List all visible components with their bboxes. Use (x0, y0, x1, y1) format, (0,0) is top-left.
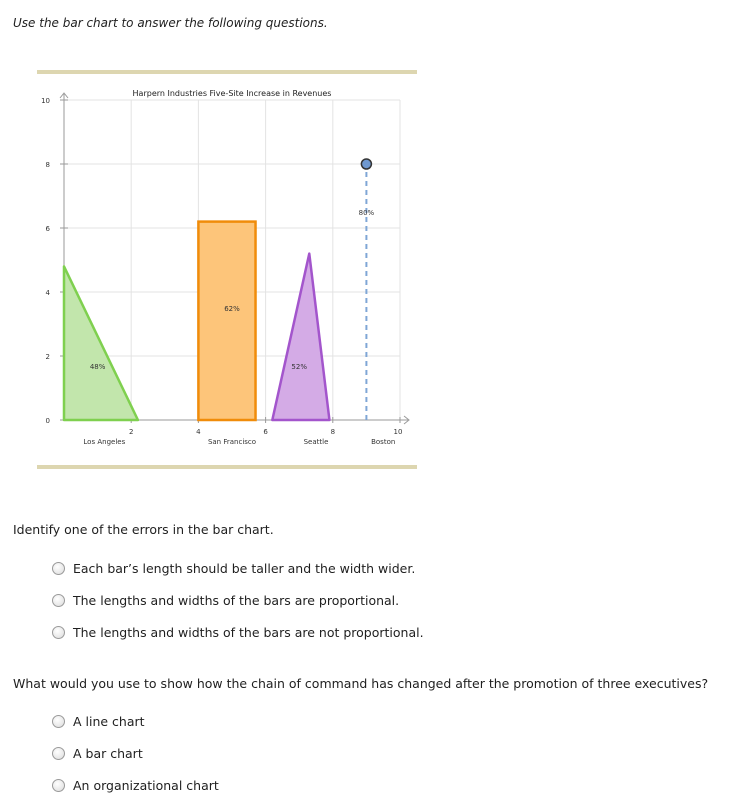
radio-button[interactable] (52, 594, 65, 607)
q2-option-2[interactable] (52, 744, 143, 762)
x-tick-label: 4 (196, 428, 201, 436)
drag-handle-boston (361, 159, 371, 169)
chart-title: Harpern Industries Five-Site Increase in Revenues (132, 89, 332, 98)
y-tick-label: 8 (45, 161, 50, 169)
q1-option-1[interactable] (52, 559, 415, 577)
radio-button[interactable] (52, 715, 65, 728)
radio-button[interactable] (52, 626, 65, 639)
bar-seattle (272, 254, 329, 420)
y-tick-label: 0 (45, 417, 50, 425)
q1-option-2-label: The lengths and widths of the bars are proportional. (73, 592, 400, 608)
y-tick-label: 4 (45, 289, 50, 297)
radio-button[interactable] (52, 779, 65, 792)
x-tick-label: 2 (128, 428, 134, 436)
category-label: Boston (371, 438, 396, 446)
question-1-text: Identify one of the errors in the bar chart. (13, 522, 274, 537)
y-tick-label: 10 (41, 97, 50, 105)
x-tick-label: 8 (330, 428, 336, 436)
bottom-divider (37, 465, 417, 469)
q2-option-1-label: A line chart (73, 713, 145, 729)
instruction-text: Use the bar chart to answer the following questions. (13, 16, 328, 30)
y-tick-label: 2 (45, 353, 50, 361)
data-label: 52% (291, 362, 307, 371)
bar-chart (30, 80, 420, 460)
data-label: 62% (224, 305, 240, 314)
q1-option-3[interactable] (52, 623, 424, 641)
question-2-text: What would you use to show how the chain of command has changed after the promotion of three executives? (13, 676, 709, 691)
data-label: 48% (89, 362, 106, 371)
y-tick-label: 6 (45, 225, 50, 233)
data-label: 80% (358, 209, 375, 218)
radio-button[interactable] (52, 747, 65, 760)
radio-button[interactable] (52, 562, 65, 575)
q1-option-1-label: Each bar’s length should be taller and the width wider. (73, 560, 416, 576)
chart-shapes (64, 159, 371, 420)
q1-option-3-label: The lengths and widths of the bars are not proportional. (73, 624, 424, 640)
x-tick-label: 10 (393, 428, 403, 436)
top-divider (37, 70, 417, 74)
category-label: San Francisco (207, 438, 257, 446)
category-label: Los Angeles (83, 438, 126, 446)
q2-option-2-label: A bar chart (73, 745, 143, 761)
bar-san-francisco (198, 222, 255, 420)
q2-option-3[interactable] (52, 776, 219, 794)
category-label: Seattle (303, 438, 329, 446)
q1-option-2[interactable] (52, 591, 399, 609)
x-tick-label: 6 (263, 428, 268, 436)
bar-los-angeles (64, 266, 138, 420)
q2-option-3-label: An organizational chart (73, 777, 219, 793)
q2-option-1[interactable] (52, 712, 145, 730)
